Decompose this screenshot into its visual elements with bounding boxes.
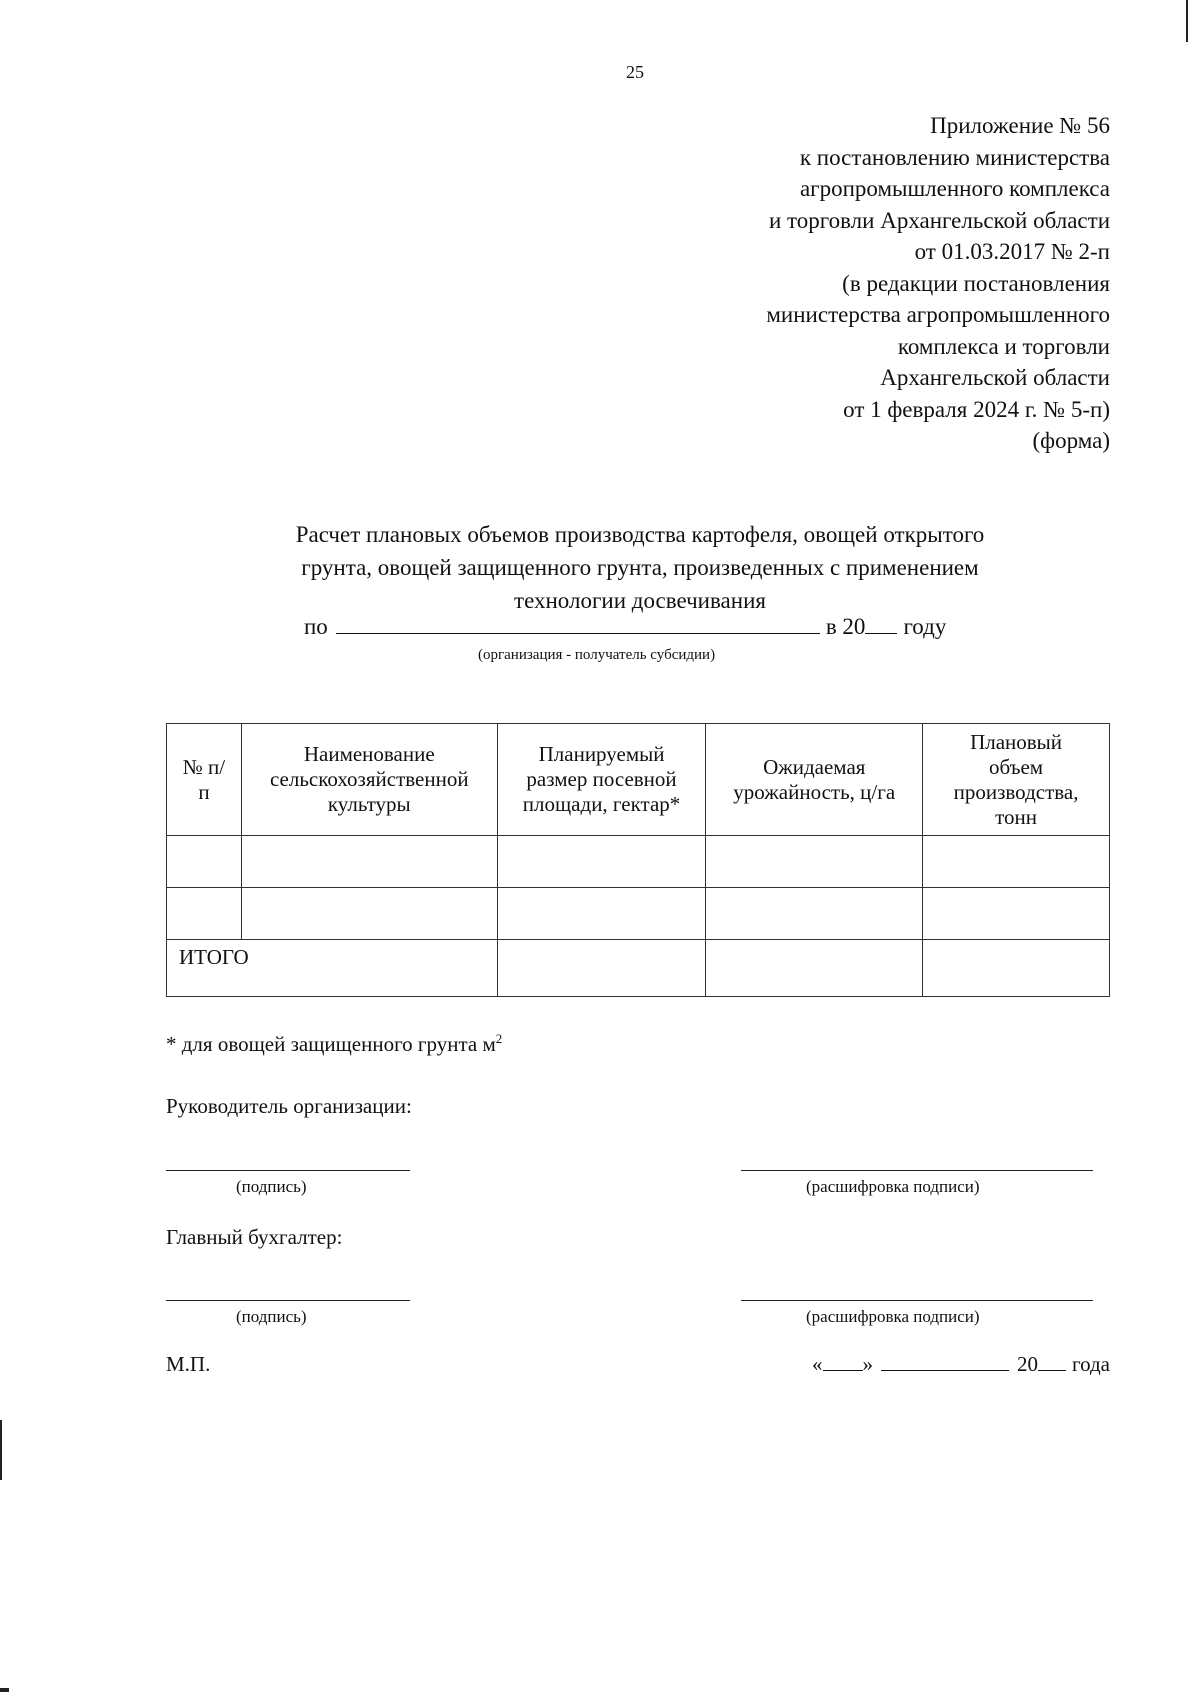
production-plan-table <box>166 723 1110 997</box>
appendix-line: и торговли Архангельской области <box>768 207 1110 233</box>
year-blank[interactable] <box>865 613 897 634</box>
decoding-caption: (расшифровка подписи) <box>806 1307 980 1326</box>
table-cell[interactable] <box>167 888 242 940</box>
date-line <box>812 1352 1110 1377</box>
appendix-line: от 1 февраля 2024 г. № 5-п) <box>843 396 1110 422</box>
organization-caption: (организация - получатель субсидии) <box>478 647 716 663</box>
table-cell[interactable] <box>241 836 497 888</box>
date-year-prefix: 20 <box>1017 1352 1038 1376</box>
table-cell[interactable] <box>497 888 706 940</box>
appendix-line: (в редакции постановления <box>842 270 1110 296</box>
title-line: технологии досвечивания <box>514 588 766 613</box>
organization-line <box>304 613 946 640</box>
table-cell[interactable] <box>706 940 923 997</box>
appendix-line: к постановлению министерства <box>799 144 1110 170</box>
day-blank[interactable] <box>823 1352 863 1371</box>
appendix-line: министерства агропромышленного <box>766 302 1110 327</box>
table-cell[interactable] <box>706 888 923 940</box>
appendix-line: Приложение № 56 <box>930 113 1110 138</box>
signature-caption: (подпись) <box>236 1307 307 1326</box>
table-cell[interactable] <box>923 836 1110 888</box>
appendix-line: агропромышленного комплекса <box>799 176 1110 201</box>
table-cell[interactable] <box>923 888 1110 940</box>
title-line: Расчет плановых объемов производства картофеля, овощей открытого <box>295 522 985 547</box>
table-cell[interactable] <box>241 888 497 940</box>
date-close-quote: » <box>862 1352 873 1376</box>
table-header-row <box>167 724 1110 836</box>
date-open-quote: « <box>812 1352 823 1376</box>
year-suffix: году <box>903 614 947 639</box>
header-number: № п/п <box>167 724 242 836</box>
head-decoding-line[interactable] <box>741 1170 1093 1171</box>
appendix-line: от 01.03.2017 № 2-п <box>914 239 1110 264</box>
organization-blank[interactable] <box>336 613 820 634</box>
table-cell[interactable] <box>497 940 706 997</box>
date-year-blank[interactable] <box>1038 1352 1066 1371</box>
header-planned-area: Планируемый размер посевной площади, гектар* <box>497 724 706 836</box>
appendix-line: Архангельской области <box>880 365 1110 390</box>
org-prefix: по <box>304 614 328 639</box>
footnote <box>166 1031 502 1057</box>
table-cell[interactable] <box>923 940 1110 997</box>
accountant-signature-line[interactable] <box>166 1300 410 1301</box>
head-signature-line[interactable] <box>166 1170 410 1171</box>
appendix-header <box>550 110 1110 457</box>
table-cell[interactable] <box>497 836 706 888</box>
document-title <box>150 518 1130 617</box>
total-label: ИТОГО <box>167 940 498 997</box>
page-number: 25 <box>626 62 644 82</box>
table-cell[interactable] <box>167 836 242 888</box>
accountant-decoding-line[interactable] <box>741 1300 1093 1301</box>
table-row <box>167 836 1110 888</box>
table-total-row <box>167 940 1110 997</box>
year-prefix: в 20 <box>825 614 866 639</box>
decoding-caption: (расшифровка подписи) <box>806 1177 980 1196</box>
title-line: грунта, овощей защищенного грунта, произведенных с применением <box>301 555 979 580</box>
scan-edge-mark <box>1186 0 1188 42</box>
head-of-organization-label: Руководитель организации: <box>166 1094 412 1118</box>
signature-caption: (подпись) <box>236 1177 307 1196</box>
header-crop-name: Наименование сельскохозяйственной культуры <box>241 724 497 836</box>
appendix-line: комплекса и торговли <box>897 333 1110 359</box>
header-planned-volume: Плановый объем производства, тонн <box>923 724 1110 836</box>
scan-edge-mark <box>0 1420 2 1480</box>
header-expected-yield: Ожидаемая урожайность, ц/га <box>706 724 923 836</box>
date-year-suffix: года <box>1072 1352 1110 1376</box>
footnote-text: * для овощей защищенного грунта м <box>166 1032 496 1056</box>
month-blank[interactable] <box>881 1352 1009 1371</box>
stamp-place-label: М.П. <box>166 1352 211 1376</box>
scan-edge-mark <box>0 1688 9 1692</box>
appendix-form-label: (форма) <box>1032 428 1110 453</box>
chief-accountant-label: Главный бухгалтер: <box>166 1225 343 1249</box>
footnote-superscript: 2 <box>495 1031 503 1046</box>
table-cell[interactable] <box>706 836 923 888</box>
table-row <box>167 888 1110 940</box>
